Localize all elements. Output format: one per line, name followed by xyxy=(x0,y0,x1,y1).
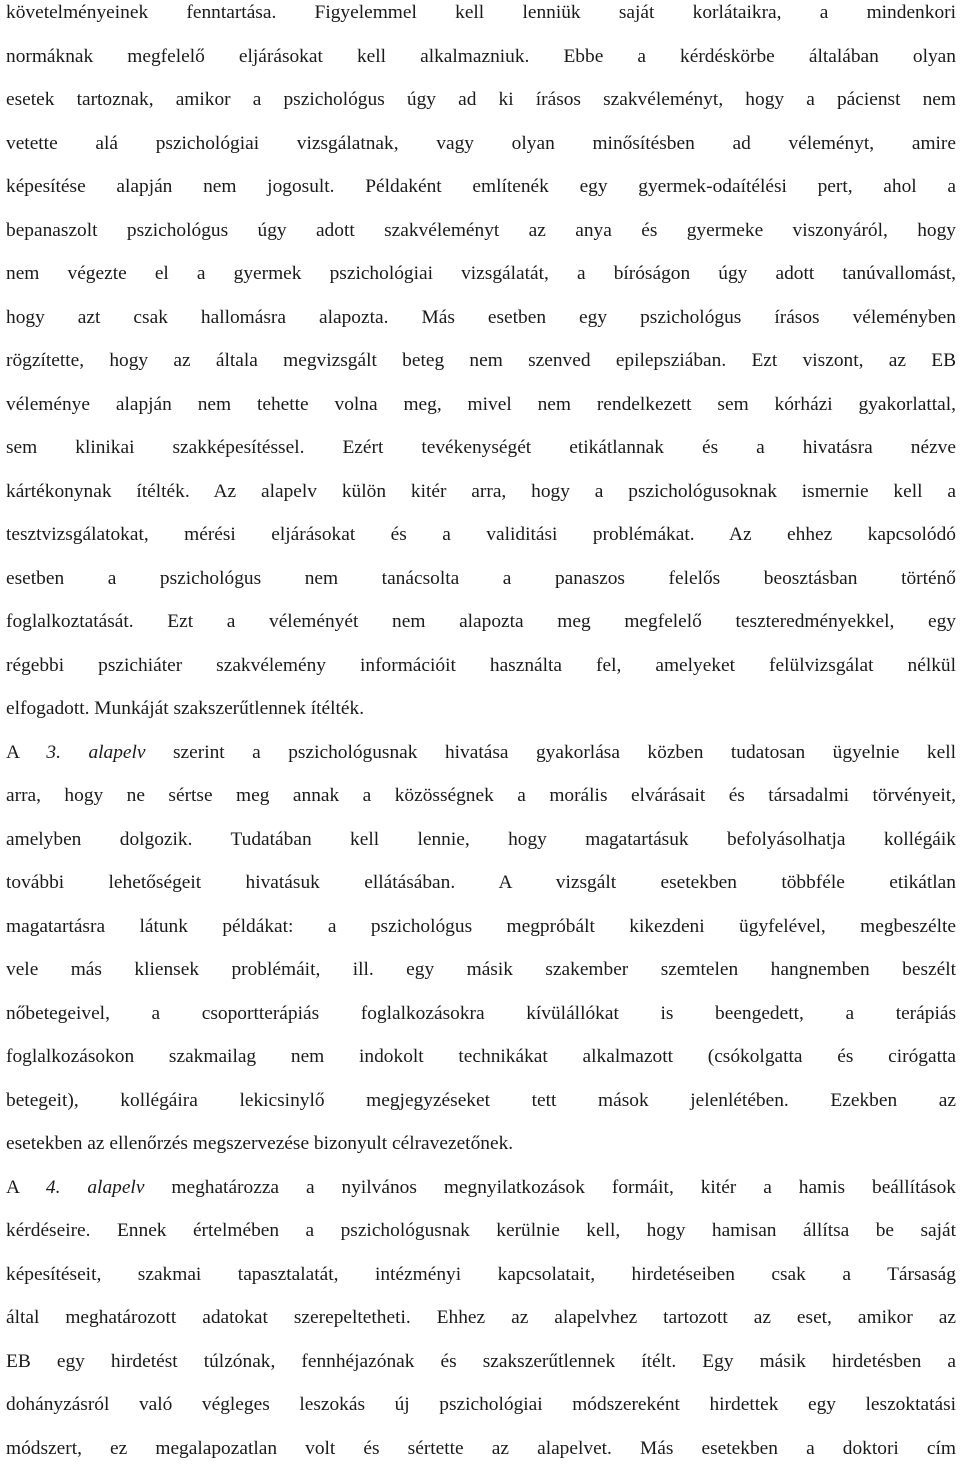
text-line: esetek tartoznak, amikor a pszichológus úgy ad ki írásos szakvéleményt, hogy a pácienst nem xyxy=(6,78,956,122)
text-line: magatartásra látunk példákat: a pszichológus megpróbált kikezdeni ügyfelével, megbeszélte xyxy=(6,905,956,949)
text-line: követelményeinek fenntartása. Figyelemmel kell lenniük saját korlátaikra, a mindenkori xyxy=(6,0,956,35)
text-line: hogy azt csak hallomásra alapozta. Más esetben egy pszichológus írásos véleményben xyxy=(6,296,956,340)
text-line: esetekben az ellenőrzés megszervezése bizonyult célravezetőnek. xyxy=(6,1122,956,1166)
text-line: módszert, ez megalapozatlan volt és sértette az alapelvet. Más esetekben a doktori cím xyxy=(6,1427,956,1470)
text-line: foglalkoztatását. Ezt a véleményét nem alapozta meg megfelelő teszteredményekkel, egy xyxy=(6,600,956,644)
text-line: nem végezte el a gyermek pszichológiai vizsgálatát, a bíróságon úgy adott tanúvallomást, xyxy=(6,252,956,296)
text-line: foglalkozásokon szakmailag nem indokolt technikákat alkalmazott (csókolgatta és cirógatta xyxy=(6,1035,956,1079)
text-line: esetben a pszichológus nem tanácsolta a panaszos felelős beosztásban történő xyxy=(6,557,956,601)
text-line: kérdéseire. Ennek értelmében a pszichológusnak kerülnie kell, hogy hamisan állítsa be saját xyxy=(6,1209,956,1253)
text-line: betegeit), kollégáira lekicsinylő megjegyzéseket tett mások jelenlétében. Ezekben az xyxy=(6,1079,956,1123)
text-line: vele más kliensek problémáit, ill. egy másik szakember szemtelen hangnemben beszélt xyxy=(6,948,956,992)
line-text: szerint a pszichológusnak hivatása gyakorlása közben tudatosan ügyelnie kell xyxy=(146,742,957,763)
text-line: amelyben dolgozik. Tudatában kell lennie, hogy magatartásuk befolyásolhatja kollégáik xyxy=(6,818,956,862)
text-line: arra, hogy ne sértse meg annak a közösségnek a morális elvárásait és társadalmi törvényeit, xyxy=(6,774,956,818)
text-line: képesítése alapján nem jogosult. Példaként említenék egy gyermek-odaítélési pert, ahol a xyxy=(6,165,956,209)
text-line: rögzítette, hogy az általa megvizsgált beteg nem szenved epilepsziában. Ezt viszont, az EB xyxy=(6,339,956,383)
line-prefix: A xyxy=(6,742,46,763)
text-line: dohányzásról való végleges leszokás új pszichológiai módszereként hirdettek egy leszoktatási xyxy=(6,1383,956,1427)
line-text: meghatározza a nyilvános megnyilatkozások formáit, kitér a hamis beállítások xyxy=(144,1177,956,1198)
text-line xyxy=(6,1166,956,1210)
line-prefix: A xyxy=(6,1177,46,1198)
text-line: kártékonynak ítélték. Az alapelv külön kitér arra, hogy a pszichológusoknak ismernie kell a xyxy=(6,470,956,514)
text-line: vetette alá pszichológiai vizsgálatnak, vagy olyan minősítésben ad véleményt, amire xyxy=(6,122,956,166)
text-line: véleménye alapján nem tehette volna meg, mivel nem rendelkezett sem kórházi gyakorlattal, xyxy=(6,383,956,427)
text-line: további lehetőségeit hivatásuk ellátásában. A vizsgált esetekben többféle etikátlan xyxy=(6,861,956,905)
text-line: régebbi pszichiáter szakvélemény információit használta fel, amelyeket felülvizsgálat nélkül xyxy=(6,644,956,688)
principle-reference: 4. alapelv xyxy=(46,1177,145,1198)
text-line: tesztvizsgálatokat, mérési eljárásokat és a validitási problémákat. Az ehhez kapcsolódó xyxy=(6,513,956,557)
text-line: normáknak megfelelő eljárásokat kell alkalmazniuk. Ebbe a kérdéskörbe általában olyan xyxy=(6,35,956,79)
text-line: által meghatározott adatokat szerepeltetheti. Ehhez az alapelvhez tartozott az eset, amikor az xyxy=(6,1296,956,1340)
text-line: elfogadott. Munkáját szakszerűtlennek ítélték. xyxy=(6,687,956,731)
principle-reference: 3. alapelv xyxy=(46,742,145,763)
text-line xyxy=(6,731,956,775)
text-line: sem klinikai szakképesítéssel. Ezért tevékenységét etikátlannak és a hivatásra nézve xyxy=(6,426,956,470)
text-line: nőbetegeivel, a csoportterápiás foglalkozásokra kívülállókat is beengedett, a terápiás xyxy=(6,992,956,1036)
text-line: képesítéseit, szakmai tapasztalatát, intézményi kapcsolatait, hirdetéseiben csak a Társaság xyxy=(6,1253,956,1297)
text-line: EB egy hirdetést túlzónak, fennhéjazónak és szakszerűtlennek ítélt. Egy másik hirdetésben a xyxy=(6,1340,956,1384)
text-line: bepanaszolt pszichológus úgy adott szakvéleményt az anya és gyermeke viszonyáról, hogy xyxy=(6,209,956,253)
